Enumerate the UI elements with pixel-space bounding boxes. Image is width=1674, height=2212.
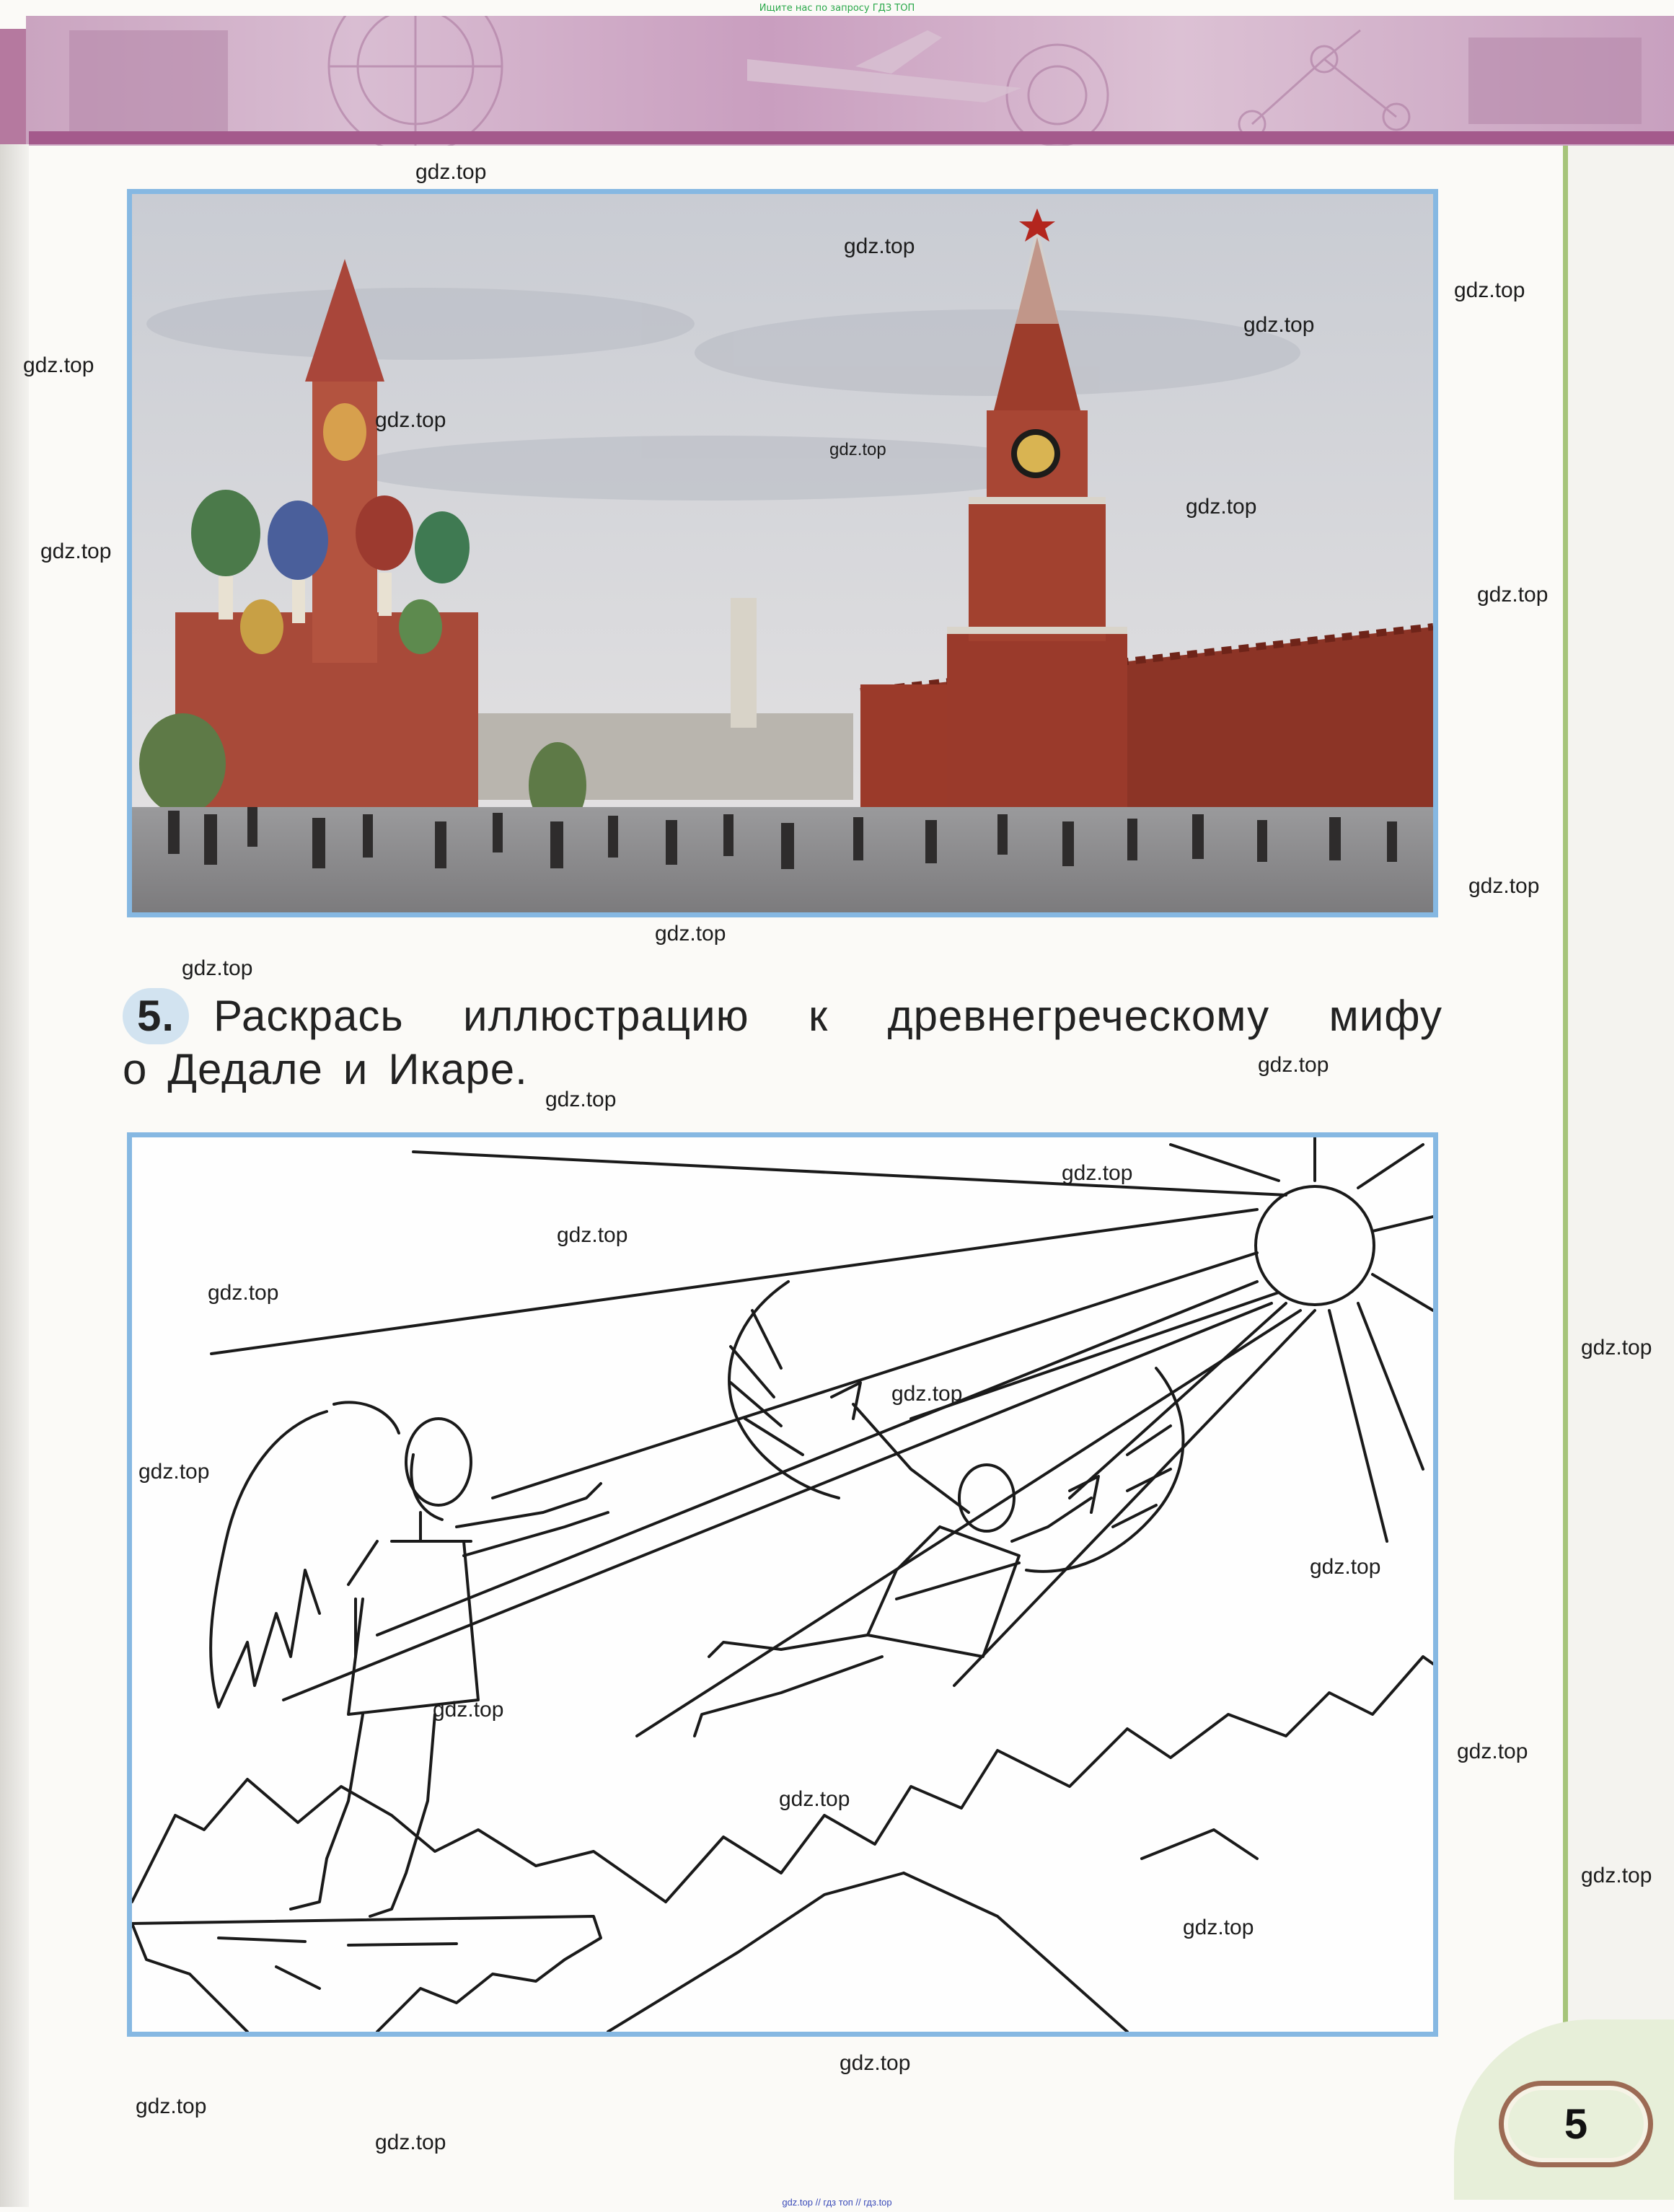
task-word: и (343, 1045, 369, 1093)
task-word: мифу (1329, 992, 1442, 1040)
margin-rule (1563, 146, 1568, 2100)
watermark: gdz.top (1186, 495, 1257, 519)
watermark: gdz.top (1258, 1053, 1329, 1077)
watermark: gdz.top (138, 1460, 210, 1484)
task-text-line-2 (123, 1044, 1442, 1095)
watermark: gdz.top (545, 1088, 617, 1111)
watermark: gdz.top (1581, 1336, 1652, 1360)
page-number-badge: 5 (1499, 2081, 1653, 2167)
watermark: gdz.top (208, 1281, 279, 1305)
red-square-photo (127, 189, 1438, 917)
watermark: gdz.top (23, 353, 94, 377)
watermark: gdz.top (1062, 1161, 1133, 1185)
watermark: gdz.top (433, 1698, 504, 1722)
daedalus-icarus-coloring[interactable] (127, 1132, 1438, 2037)
watermark: gdz.top (1310, 1555, 1381, 1579)
watermark: gdz.top (1183, 1916, 1254, 1939)
watermark: gdz.top (182, 956, 253, 980)
photo-illustration (132, 194, 1433, 912)
task-word: древнегреческому (887, 992, 1270, 1040)
left-tab (0, 29, 26, 144)
task-word: иллюстрацию (463, 992, 749, 1040)
watermark: gdz.top (557, 1223, 628, 1247)
task-word: Раскрась (213, 992, 404, 1040)
task-word: к (808, 992, 829, 1040)
watermark: gdz.top (779, 1787, 850, 1811)
watermark: gdz.top (829, 440, 886, 459)
watermark: gdz.top (840, 2051, 911, 2075)
watermark: gdz.top (1454, 278, 1525, 302)
sun-icon (1256, 1186, 1374, 1305)
sun-rays (211, 1137, 1433, 1736)
watermark: gdz.top (891, 1382, 963, 1406)
task-5 (123, 988, 1442, 1095)
task-word: Икаре. (388, 1045, 528, 1093)
watermark: gdz.top (1468, 874, 1540, 898)
header-note: Ищите нас по запросу ГДЗ ТОП (759, 3, 915, 14)
task-word: о (123, 1045, 148, 1093)
task-number: 5. (123, 988, 189, 1044)
banner-band (29, 131, 1674, 144)
coloring-lineart (132, 1137, 1433, 2032)
task-line-1 (123, 988, 1442, 1044)
watermark: gdz.top (375, 2131, 446, 2154)
header-banner (26, 16, 1674, 146)
watermark: gdz.top (844, 234, 915, 258)
watermark: gdz.top (1457, 1740, 1528, 1763)
watermark: gdz.top (1477, 583, 1549, 607)
task-text-line-1 (213, 991, 1442, 1041)
watermark: gdz.top (655, 922, 726, 946)
watermark: gdz.top (375, 408, 446, 432)
footer-note: gdz.top // гдз топ // гдз.top (782, 2197, 892, 2208)
left-page-edge (0, 144, 29, 2207)
banner-collage (26, 16, 1674, 146)
right-page-edge (1568, 146, 1674, 2165)
watermark: gdz.top (1243, 313, 1315, 337)
watermark: gdz.top (136, 2094, 207, 2118)
watermark: gdz.top (40, 539, 112, 563)
watermark: gdz.top (1581, 1864, 1652, 1887)
watermark: gdz.top (415, 160, 487, 184)
task-word: Дедале (167, 1045, 323, 1093)
